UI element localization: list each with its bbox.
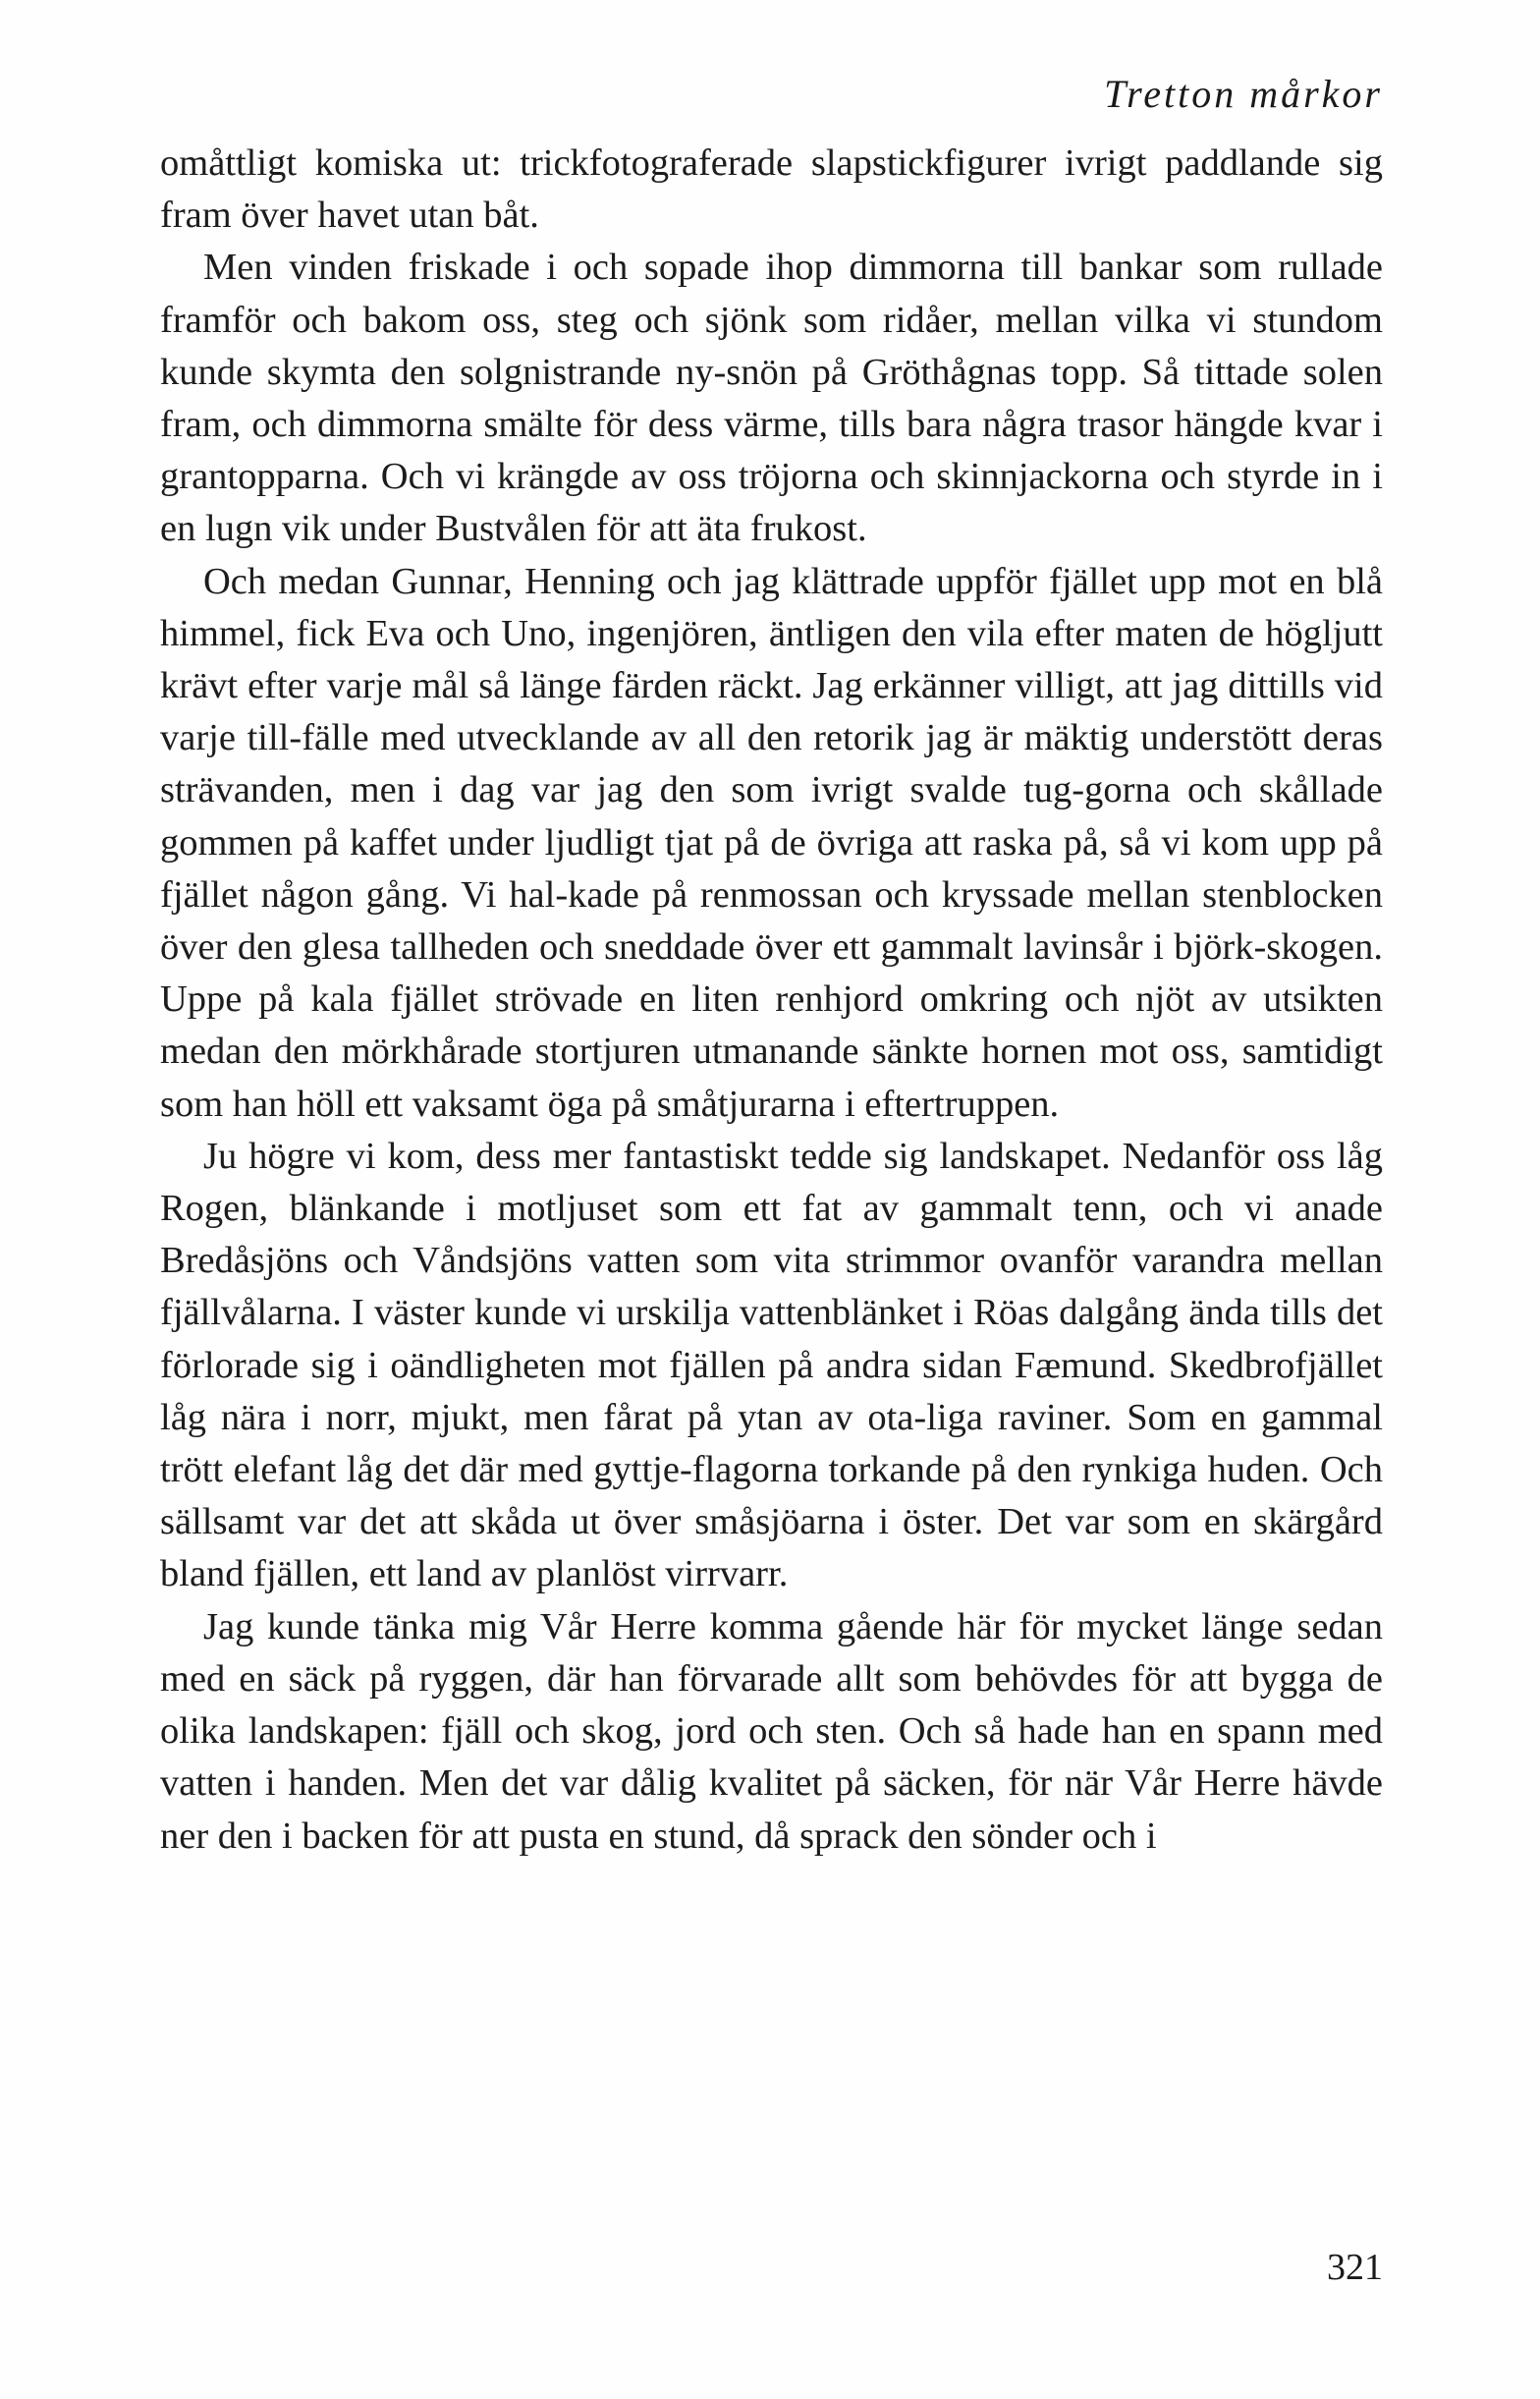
paragraph-continued: omåttligt komiska ut: trickfotograferade slapstickfigurer ivrigt paddlande sig fram över havet utan båt. bbox=[160, 142, 1383, 237]
paragraph: Och medan Gunnar, Henning och jag klättrade uppför fjället upp mot en blå himmel, fick Eva och Uno, ingenjören, äntligen den vila efter maten de högljutt krävt efter varje mål så länge färden räckt. Jag erkänner villigt, att jag dittills vid varje till-fälle med utvecklande av all den retorik jag är mäktig understött deras strävanden, men i dag var jag den som ivrigt svalde tug-gorna och skållade gommen på kaffet under ljudligt tjat på de övriga att raska på, så vi kom upp på fjället någon gång. Vi hal-kade på renmossan och kryssade mellan stenblocken över den glesa tallheden och sneddade över ett gammalt lavinsår i björk-skogen. Uppe på kala fjället strövade en liten renhjord omkring och njöt av utsikten medan den mörkhårade stortjuren utmanande sänkte hornen mot oss, samtidigt som han höll ett vaksamt öga på småtjurarna i eftertruppen. bbox=[160, 560, 1383, 1125]
paragraph: Men vinden friskade i och sopade ihop dimmorna till bankar som rullade framför och bakom oss, steg och sjönk som ridåer, mellan vilka vi stundom kunde skymta den solgnistrande ny-snön på Gröthågnas topp. Så tittade solen fram, och dimmorna smälte för dess värme, tills bara några trasor hängde kvar i grantopparna. Och vi krängde av oss tröjorna och skinnjackorna och styrde in i en lugn vik under Bustvålen för att äta frukost. bbox=[160, 247, 1383, 550]
paragraph: Ju högre vi kom, dess mer fantastiskt tedde sig landskapet. Nedanför oss låg Rogen, blänkande i motljuset som ett fat av gammalt tenn, och vi anade Bredåsjöns och Våndsjöns vatten som vita strimmor ovanför varandra mellan fjällvålarna. I väster kunde vi urskilja vattenblänket i Röas dalgång ända tills det förlorade sig i oändligheten mot fjällen på andra sidan Fæmund. Skedbrofjället låg nära i norr, mjukt, men fårat på ytan av ota-liga raviner. Som en gammal trött elefant låg det där med gyttje-flagorna torkande på den rynkiga huden. Och sällsamt var det att skåda ut över småsjöarna i öster. Det var som en skärgård bland fjällen, ett land av planlöst virrvarr. bbox=[160, 1135, 1383, 1595]
body-text bbox=[160, 138, 1383, 1863]
page-number: 321 bbox=[1327, 2247, 1383, 2288]
running-head-title: Tretton mårkor bbox=[1104, 72, 1383, 116]
paragraph: Jag kunde tänka mig Vår Herre komma gående här för mycket länge sedan med en säck på ryggen, där han förvarade allt som behövdes för att bygga de olika landskapen: fjäll och skog, jord och sten. Och så hade han en spann med vatten i handen. Men det var dålig kvalitet på säcken, för när Vår Herre hävde ner den i backen för att pusta en stund, då sprack den sönder och i bbox=[160, 1605, 1383, 1857]
